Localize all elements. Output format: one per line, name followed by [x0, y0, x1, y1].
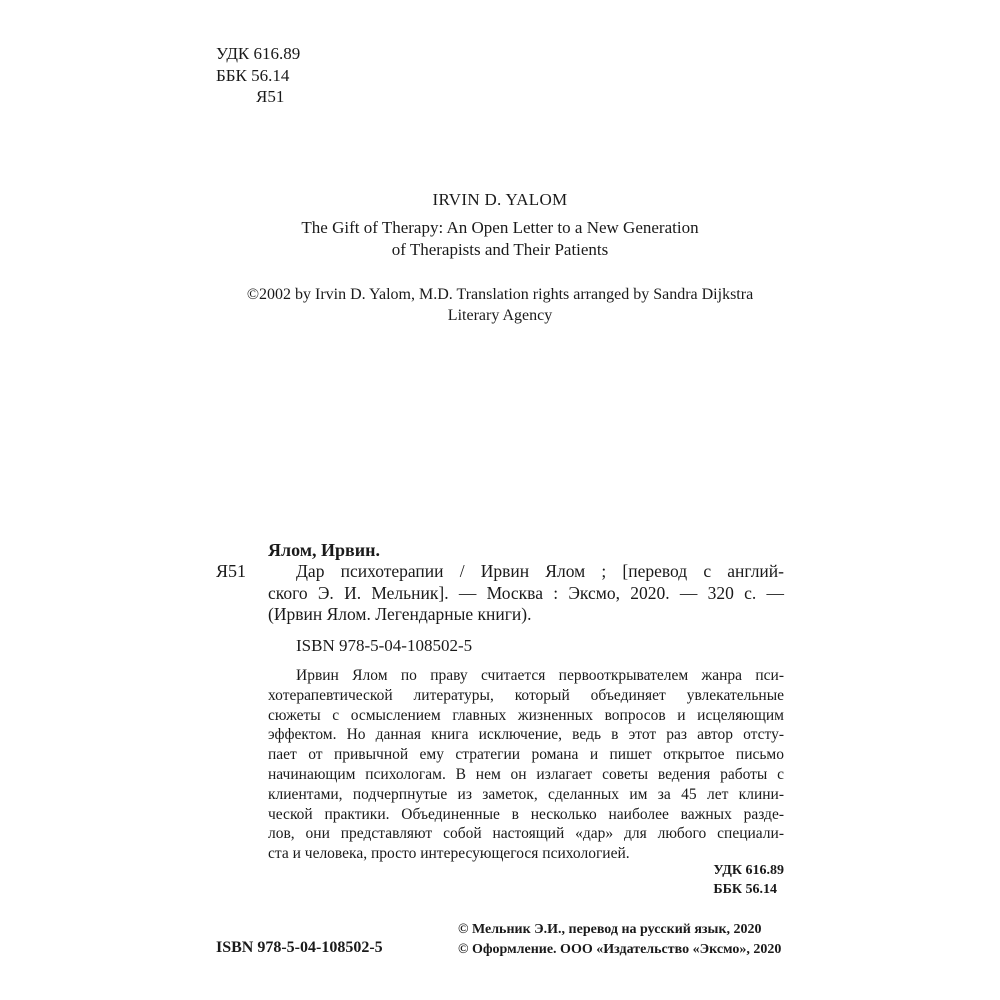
top-author-mark: Я51	[256, 87, 285, 106]
original-author: IRVIN D. YALOM	[432, 190, 568, 209]
annotation-line: эффектом. Но данная книга исключение, ведь в этот раз автор отсту-	[268, 726, 784, 744]
annotation-line: пает от привычной ему стратегии романа и пишет открытое письмо	[268, 746, 784, 764]
annotation-line: ческой практики. Объединенные в несколько наиболее важных разде-	[268, 805, 784, 823]
annotation-line: лов, они представляют собой настоящий «дар» для любого специали-	[268, 825, 784, 843]
original-title-line-2: of Therapists and Their Patients	[391, 240, 609, 259]
catalog-annotation	[268, 666, 784, 864]
catalog-description-line: ского Э. И. Мельник]. — Москва : Эксмо, 2020. — 320 с. —	[268, 582, 784, 603]
catalog-author-mark: Я51	[216, 561, 247, 581]
catalog-description-line: Дар психотерапии / Ирвин Ялом ; [перевод с англий-	[296, 561, 784, 581]
catalog-udk-code: УДК 616.89	[713, 863, 784, 878]
top-bbk-code: ББК 56.14	[216, 65, 290, 85]
original-copyright-line-2: Literary Agency	[447, 307, 553, 324]
catalog-description	[268, 561, 784, 626]
annotation-line: Ирвин Ялом по праву считается первооткрывателем жанра пси-	[296, 667, 784, 684]
top-udk-code: УДК 616.89	[216, 44, 301, 63]
catalog-isbn: ISBN 978-5-04-108502-5	[296, 636, 473, 655]
original-copyright-line-1: ©2002 by Irvin D. Yalom, M.D. Translation rights arranged by Sandra Dijkstra	[246, 286, 754, 303]
annotation-line: ста и человека, просто интересующегося психологией.	[268, 845, 630, 863]
annotation-line: клиентами, подчерпнутые из заметок, сделанных им за 45 лет клини-	[268, 785, 784, 803]
top-classification-codes	[216, 43, 300, 108]
footer-copyrights	[458, 920, 781, 960]
catalog-description-line: (Ирвин Ялом. Легендарные книги).	[268, 604, 532, 624]
annotation-line: начинающим психологам. В нем он излагает советы ведения работы с	[268, 765, 784, 783]
annotation-line: хотерапевтической литературы, который объединяет увлекательные	[268, 686, 784, 704]
original-title-line-1: The Gift of Therapy: An Open Letter to a New Generation	[301, 218, 699, 237]
catalog-classification-codes	[713, 861, 784, 899]
footer-isbn: ISBN 978-5-04-108502-5	[216, 939, 383, 956]
catalog-author-heading: Ялом, Ирвин.	[268, 540, 380, 560]
catalog-bbk-code: ББК 56.14	[713, 882, 778, 897]
copyright-translation: © Мельник Э.И., перевод на русский язык, 2020	[458, 922, 762, 937]
annotation-line: сюжеты с осмыслением главных жизненных вопросов и исцеляющим	[268, 706, 784, 724]
copyright-design: © Оформление. ООО «Издательство «Эксмо», 2020	[458, 942, 782, 957]
